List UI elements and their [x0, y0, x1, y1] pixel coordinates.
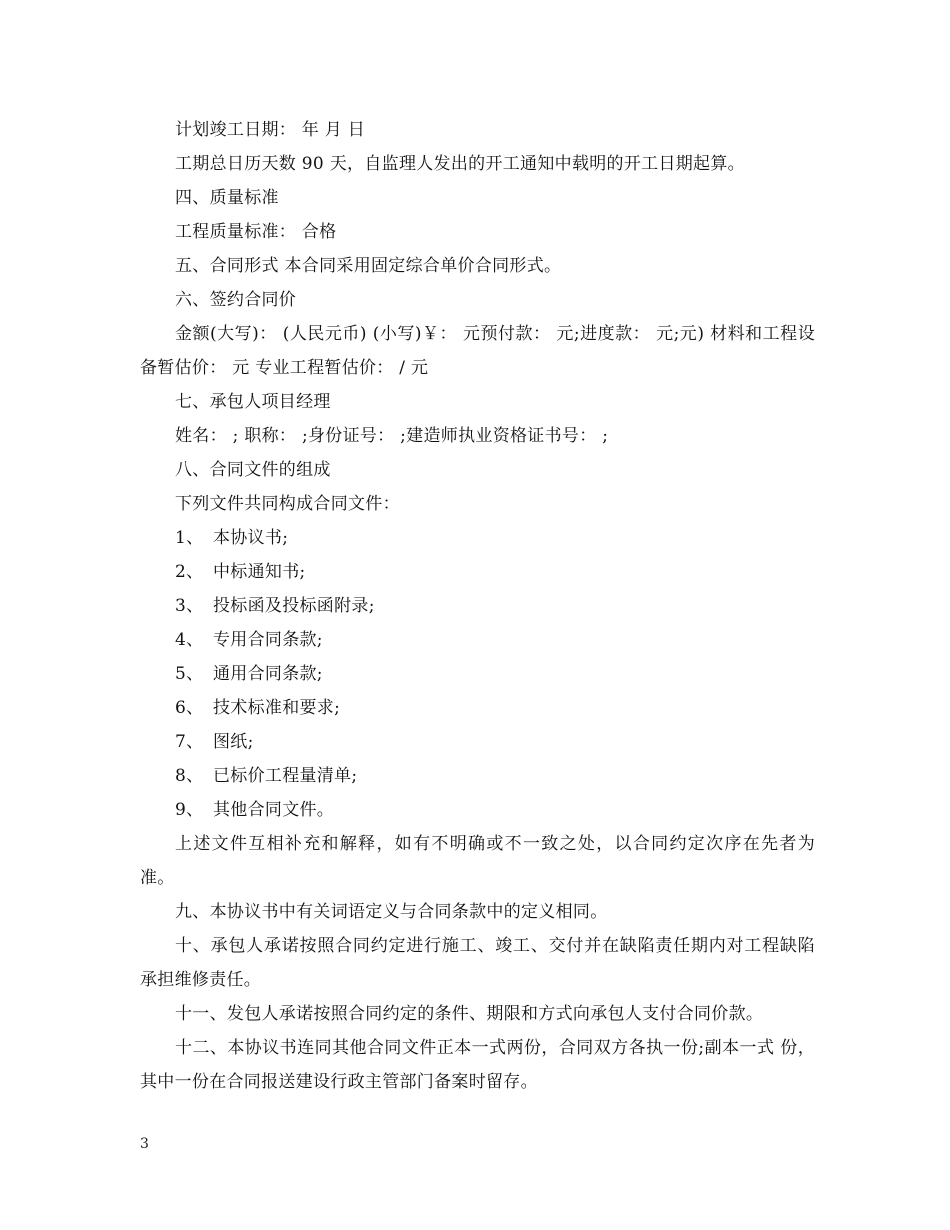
- list-item: [140, 725, 815, 759]
- list-item-number: 8、: [175, 766, 204, 786]
- page-number: 3: [140, 1136, 149, 1152]
- project-manager-info: 姓名： ; 职称： ;身份证号： ;建造师执业资格证书号： ;: [175, 426, 609, 446]
- list-item-number: 2、: [175, 562, 204, 582]
- list-item: [140, 691, 815, 725]
- clause-ten: 十、承包人承诺按照合同约定进行施工、竣工、交付并在缺陷责任期内对工程缺陷承担维修责任。: [140, 936, 815, 990]
- list-item-number: 5、: [175, 664, 204, 684]
- documents-precedence: 上述文件互相补充和解释，如有不明确或不一致之处，以合同约定次序在先者为准。: [140, 834, 815, 888]
- clause-eleven: 十一、发包人承诺按照合同约定的条件、期限和方式向承包人支付合同价款。: [175, 1004, 764, 1024]
- list-item: [140, 793, 815, 827]
- list-item-text: 技术标准和要求;: [213, 698, 341, 718]
- list-item: [140, 623, 815, 657]
- list-item-number: 4、: [175, 630, 204, 650]
- total-duration: 工期总日历天数 90 天，自监理人发出的开工通知中载明的开工日期起算。: [175, 154, 745, 174]
- clause-twelve: 十二、本协议书连同其他合同文件正本一式两份，合同双方各执一份;副本一式 份，其中一份在合同报送建设行政主管部门备案时留存。: [140, 1038, 815, 1092]
- list-item-text: 其他合同文件。: [213, 800, 335, 820]
- section-heading-project-manager: 七、承包人项目经理: [175, 392, 331, 412]
- contract-amount: 金额(大写)： (人民元币) (小写)￥： 元预付款： 元;进度款： 元;元) 材料和工程设备暂估价： 元 专业工程暂估价： / 元: [140, 324, 815, 378]
- list-item: [140, 589, 815, 623]
- section-heading-contract-documents: 八、合同文件的组成: [175, 460, 331, 480]
- list-item: [140, 657, 815, 691]
- list-item-number: 1、: [175, 528, 204, 548]
- list-item: [140, 759, 815, 793]
- quality-standard: 工程质量标准： 合格: [175, 222, 337, 242]
- list-item-number: 6、: [175, 698, 204, 718]
- list-item-number: 7、: [175, 732, 204, 752]
- clause-nine: 九、本协议书中有关词语定义与合同条款中的定义相同。: [175, 902, 608, 922]
- list-item-text: 通用合同条款;: [213, 664, 323, 684]
- documents-intro: 下列文件共同构成合同文件：: [175, 494, 400, 514]
- list-item-text: 专用合同条款;: [213, 630, 323, 650]
- list-item-text: 已标价工程量清单;: [213, 766, 358, 786]
- document-body: [140, 113, 815, 1099]
- planned-completion-date: 计划竣工日期： 年 月 日: [175, 120, 366, 140]
- section-heading-quality: 四、质量标准: [175, 188, 279, 208]
- list-item-text: 投标函及投标函附录;: [213, 596, 375, 616]
- list-item: [140, 521, 815, 555]
- list-item: [140, 555, 815, 589]
- list-item-number: 9、: [175, 800, 204, 820]
- list-item-number: 3、: [175, 596, 204, 616]
- list-item-text: 本协议书;: [213, 528, 289, 548]
- section-heading-contract-price: 六、签约合同价: [175, 290, 297, 310]
- contract-form: 五、合同形式 本合同采用固定综合单价合同形式。: [175, 256, 562, 276]
- list-item-text: 中标通知书;: [213, 562, 306, 582]
- list-item-text: 图纸;: [213, 732, 254, 752]
